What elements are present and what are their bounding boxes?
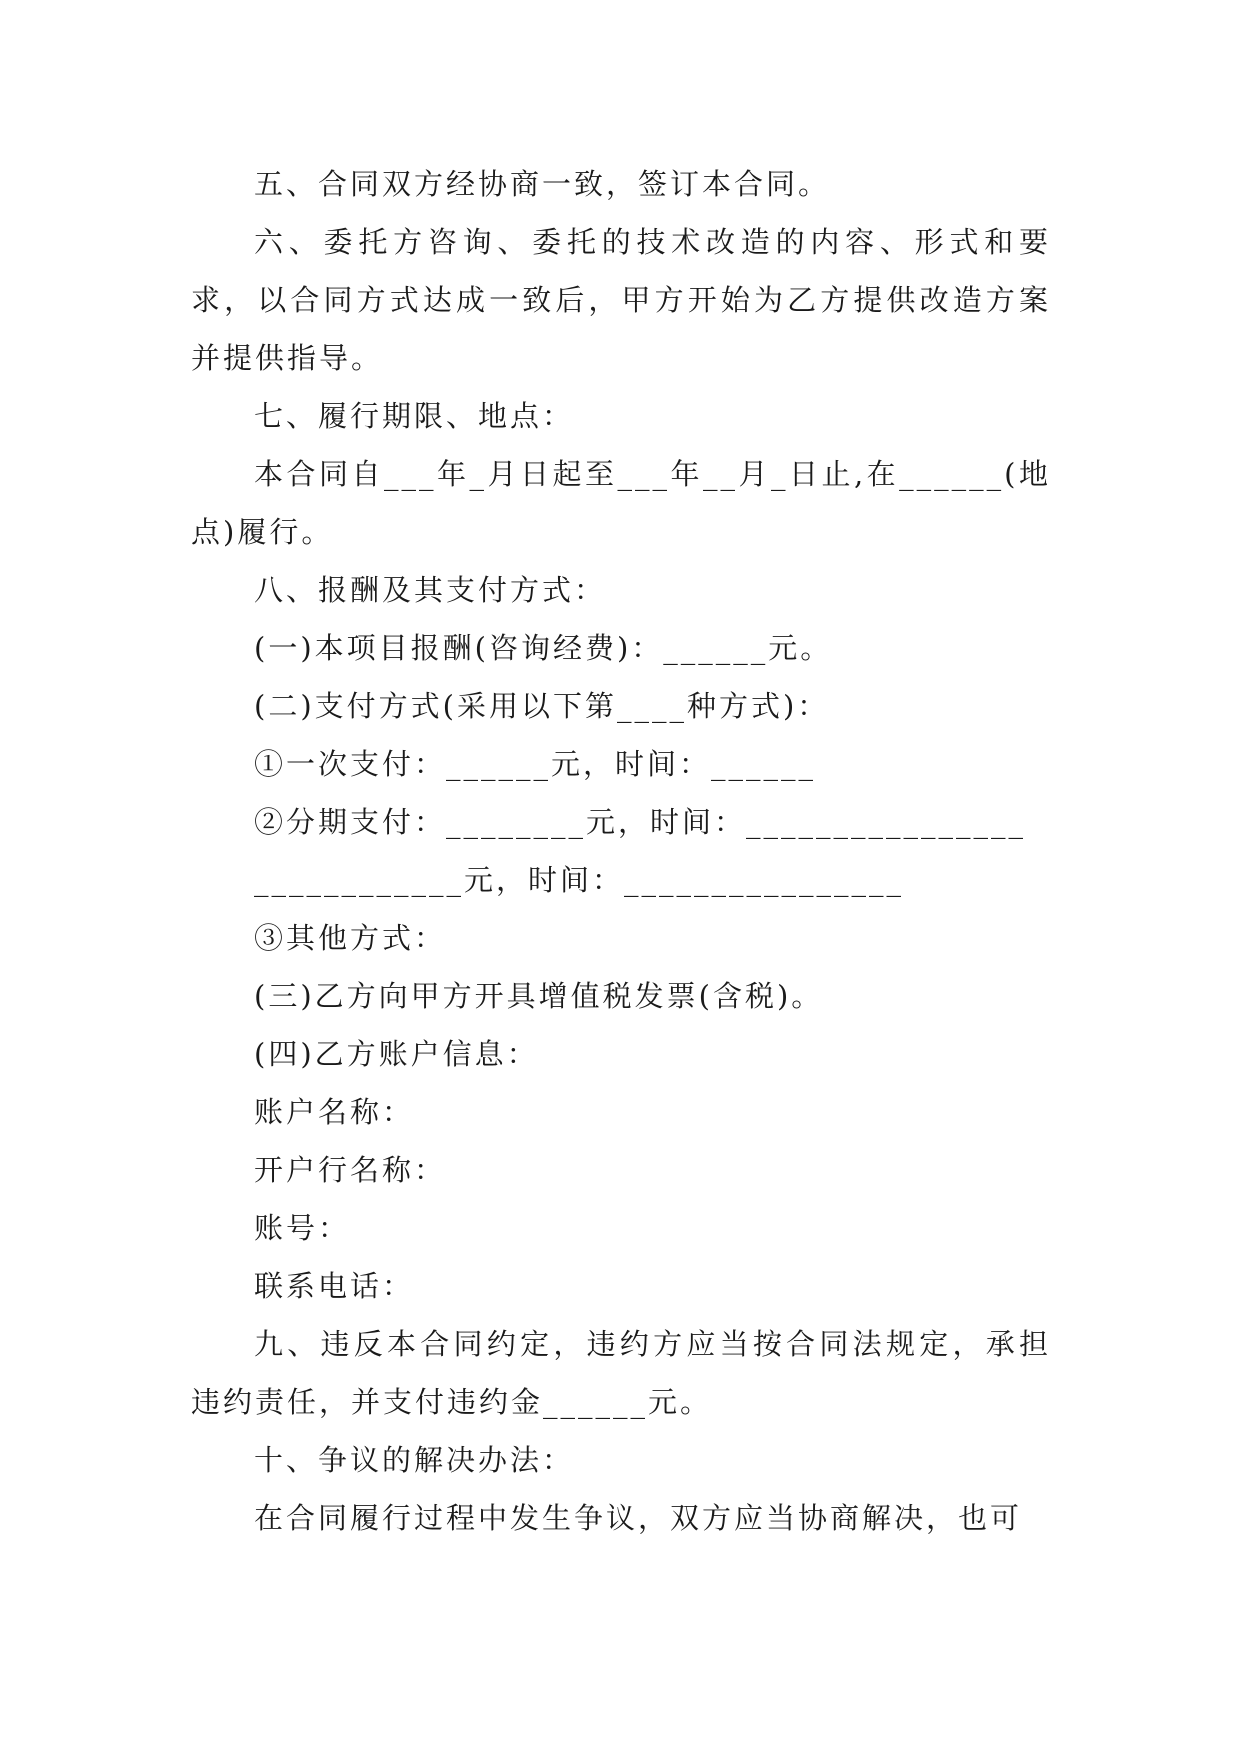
clause-8-fee: (一)本项目报酬(咨询经费)：______元。 — [254, 631, 833, 665]
clause-8-account-info: (四)乙方账户信息： — [254, 1037, 539, 1071]
contract-body — [191, 155, 1051, 1547]
clause-7-heading: 七、履行期限、地点： — [254, 399, 575, 433]
payment-option-other: ③其他方式： — [254, 921, 447, 955]
clause-8-payment-method: (二)支付方式(采用以下第____种方式)： — [254, 689, 830, 723]
clause-9: 九、违反本合同约定，违约方应当按合同法规定，承担违约责任，并支付违约金______元。 — [191, 1327, 1051, 1419]
clause-5: 五、合同双方经协商一致，签订本合同。 — [254, 167, 831, 201]
account-number-field: 账号： — [254, 1211, 351, 1245]
payment-option-installment-cont: ____________元，时间：________________ — [254, 863, 905, 897]
bank-name-field: 开户行名称： — [254, 1153, 447, 1187]
clause-8-heading: 八、报酬及其支付方式： — [254, 573, 607, 607]
account-name-field: 账户名称： — [254, 1095, 415, 1129]
clause-10-heading: 十、争议的解决办法： — [254, 1443, 575, 1477]
clause-10-body: 在合同履行过程中发生争议，双方应当协商解决，也可 — [254, 1501, 1023, 1535]
payment-option-lump-sum: ①一次支付：______元，时间：______ — [254, 747, 817, 781]
clause-6: 六、委托方咨询、委托的技术改造的内容、形式和要求，以合同方式达成一致后，甲方开始为乙方提供改造方案并提供指导。 — [191, 225, 1051, 375]
clause-7-term: 本合同自___年_月日起至___年__月_日止,在______(地点)履行。 — [191, 457, 1051, 549]
clause-8-invoice: (三)乙方向甲方开具增值税发票(含税)。 — [254, 979, 824, 1013]
payment-option-installment: ②分期支付：________元，时间：________________ — [254, 805, 1027, 839]
contact-phone-field: 联系电话： — [254, 1269, 415, 1303]
